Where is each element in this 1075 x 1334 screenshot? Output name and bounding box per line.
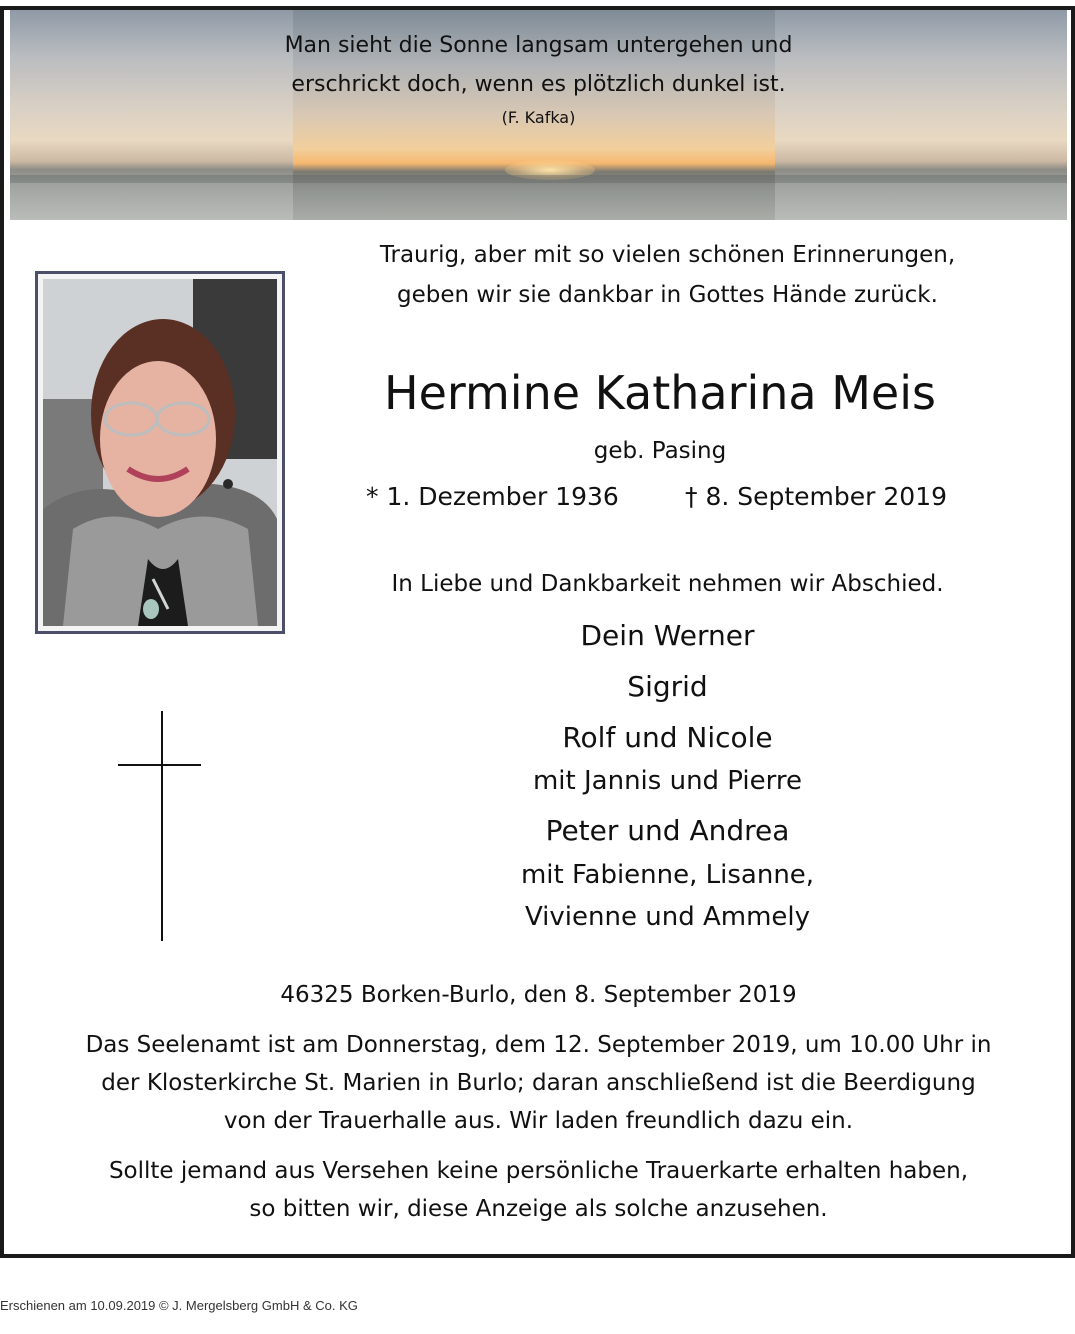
horizon-strip bbox=[10, 175, 1067, 183]
notice-line-1: Sollte jemand aus Versehen keine persönliche Trauerkarte erhalten haben, bbox=[108, 1158, 969, 1184]
death-date: † 8. September 2019 bbox=[685, 482, 947, 511]
intro-line-2: geben wir sie dankbar in Gottes Hände zurück. bbox=[397, 282, 938, 308]
quote-line-2: erschrickt doch, wenn es plötzlich dunkel ist. bbox=[291, 72, 786, 97]
birth-date: * 1. Dezember 1936 bbox=[366, 482, 619, 511]
publication-footer: Erschienen am 10.09.2019 © J. Mergelsberg GmbH & Co. KG bbox=[0, 1298, 358, 1313]
mourner-4: Peter und Andrea bbox=[545, 814, 790, 847]
maiden-name: geb. Pasing bbox=[593, 438, 727, 464]
portrait-illustration bbox=[43, 279, 277, 626]
intro-line-1: Traurig, aber mit so vielen schönen Erinnerungen, bbox=[379, 242, 956, 268]
mourner-4-children-1: mit Fabienne, Lisanne, bbox=[520, 860, 815, 890]
mourner-1: Dein Werner bbox=[580, 619, 755, 652]
cross-icon bbox=[161, 711, 163, 941]
quote-line-1: Man sieht die Sonne langsam untergehen und bbox=[284, 33, 793, 58]
mourner-4-children-2: Vivienne und Ammely bbox=[524, 902, 811, 932]
farewell-text: In Liebe und Dankbarkeit nehmen wir Abschied. bbox=[391, 571, 944, 597]
service-line-2: der Klosterkirche St. Marien in Burlo; daran anschließend ist die Beerdigung bbox=[101, 1070, 976, 1096]
mourner-3: Rolf und Nicole bbox=[562, 721, 773, 754]
mourner-3-children: mit Jannis und Pierre bbox=[532, 766, 802, 796]
cross-icon-bar bbox=[118, 764, 201, 766]
service-line-3: von der Trauerhalle aus. Wir laden freundlich dazu ein. bbox=[223, 1108, 854, 1134]
place-date: 46325 Borken-Burlo, den 8. September 2019 bbox=[280, 982, 797, 1008]
portrait-frame bbox=[35, 271, 285, 634]
notice-line-2: so bitten wir, diese Anzeige als solche anzusehen. bbox=[249, 1196, 828, 1222]
mourner-2: Sigrid bbox=[627, 670, 708, 703]
service-line-1: Das Seelenamt ist am Donnerstag, dem 12. September 2019, um 10.00 Uhr in bbox=[85, 1032, 992, 1058]
quote-author: (F. Kafka) bbox=[501, 108, 576, 127]
portrait-photo bbox=[43, 279, 277, 626]
deceased-name: Hermine Katharina Meis bbox=[384, 366, 936, 420]
